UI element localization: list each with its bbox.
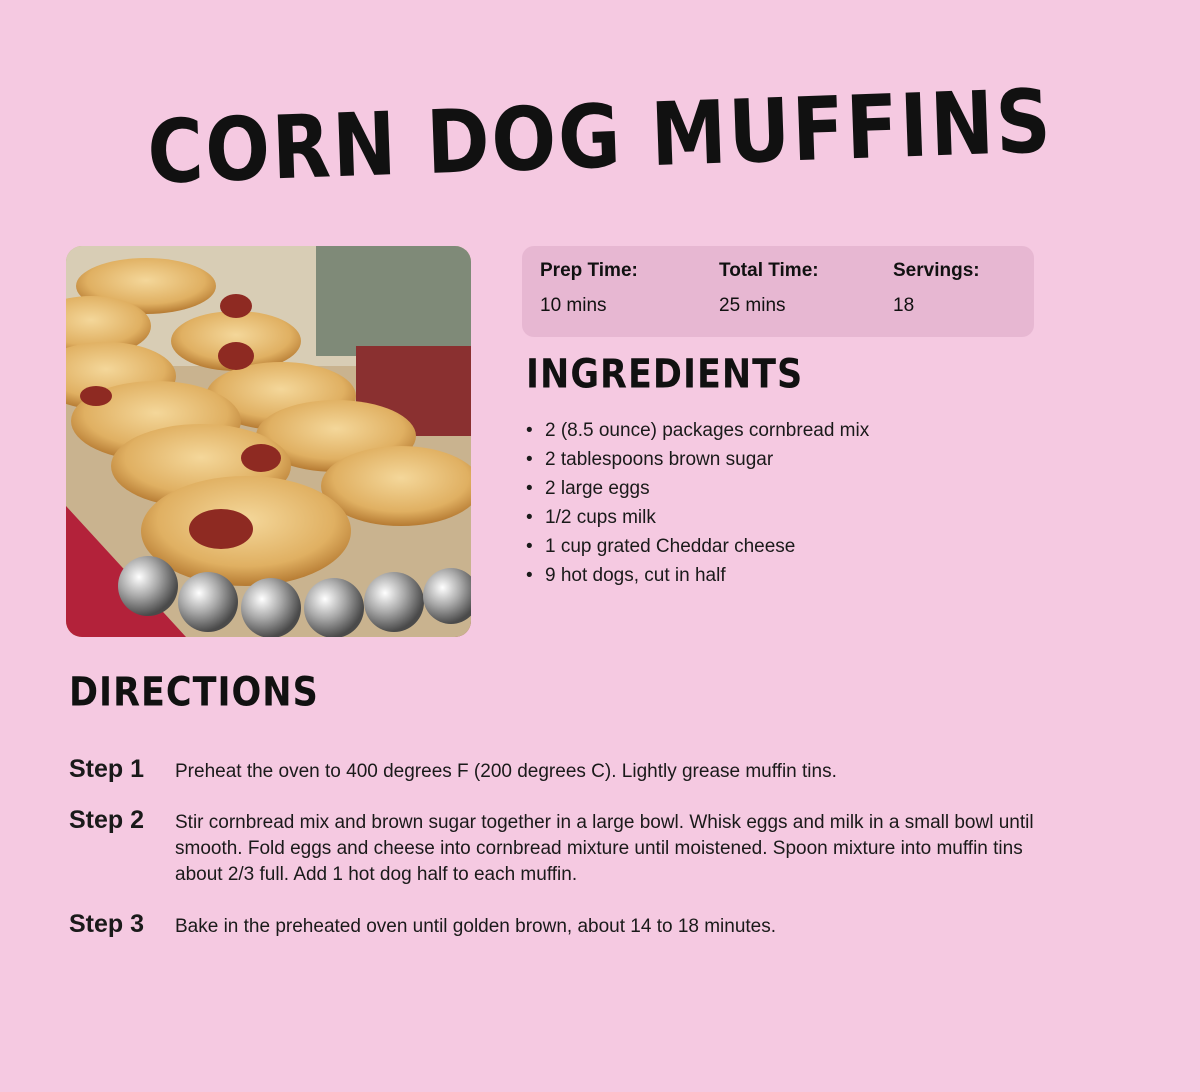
recipe-photo — [66, 246, 471, 637]
total-time-label: Total Time: — [719, 260, 819, 281]
step-text: Stir cornbread mix and brown sugar together in a large bowl. Whisk eggs and milk in a small bowl until smooth. Fold eggs and cheese into cornbread mixture until moistened. Spoon mixture into muffin tins about 2/3 full. Add 1 hot dog half to each muffin. — [175, 812, 1034, 885]
total-time — [719, 260, 819, 317]
prep-time-label: Prep Time: — [540, 260, 638, 281]
directions-heading: DIRECTIONS — [69, 670, 319, 716]
servings-value: 18 — [893, 295, 915, 316]
prep-time — [540, 260, 638, 317]
ingredient-item: • 9 hot dogs, cut in half — [526, 565, 726, 586]
step-label: Step 2 — [69, 806, 145, 834]
step-label: Step 1 — [69, 755, 145, 783]
step-text: Bake in the preheated oven until golden brown, about 14 to 18 minutes. — [175, 916, 777, 937]
ingredient-item: • 1 cup grated Cheddar cheese — [526, 536, 796, 557]
ingredient-item: • 2 large eggs — [526, 478, 650, 499]
ingredient-item: • 1/2 cups milk — [526, 507, 656, 528]
ingredients-heading: INGREDIENTS — [526, 352, 804, 398]
step-label: Step 3 — [69, 910, 145, 938]
prep-time-value: 10 mins — [540, 295, 607, 316]
recipe-title: CORN DOG MUFFINS — [145, 69, 1055, 204]
total-time-value: 25 mins — [719, 295, 786, 316]
ingredient-item: • 2 (8.5 ounce) packages cornbread mix — [526, 420, 870, 441]
recipe-info-box — [522, 246, 1034, 337]
step-text: Preheat the oven to 400 degrees F (200 degrees C). Lightly grease muffin tins. — [175, 761, 837, 782]
servings-label: Servings: — [893, 260, 980, 281]
ingredients-list — [526, 416, 869, 590]
servings — [893, 260, 980, 317]
ingredient-item: • 2 tablespoons brown sugar — [526, 449, 774, 470]
